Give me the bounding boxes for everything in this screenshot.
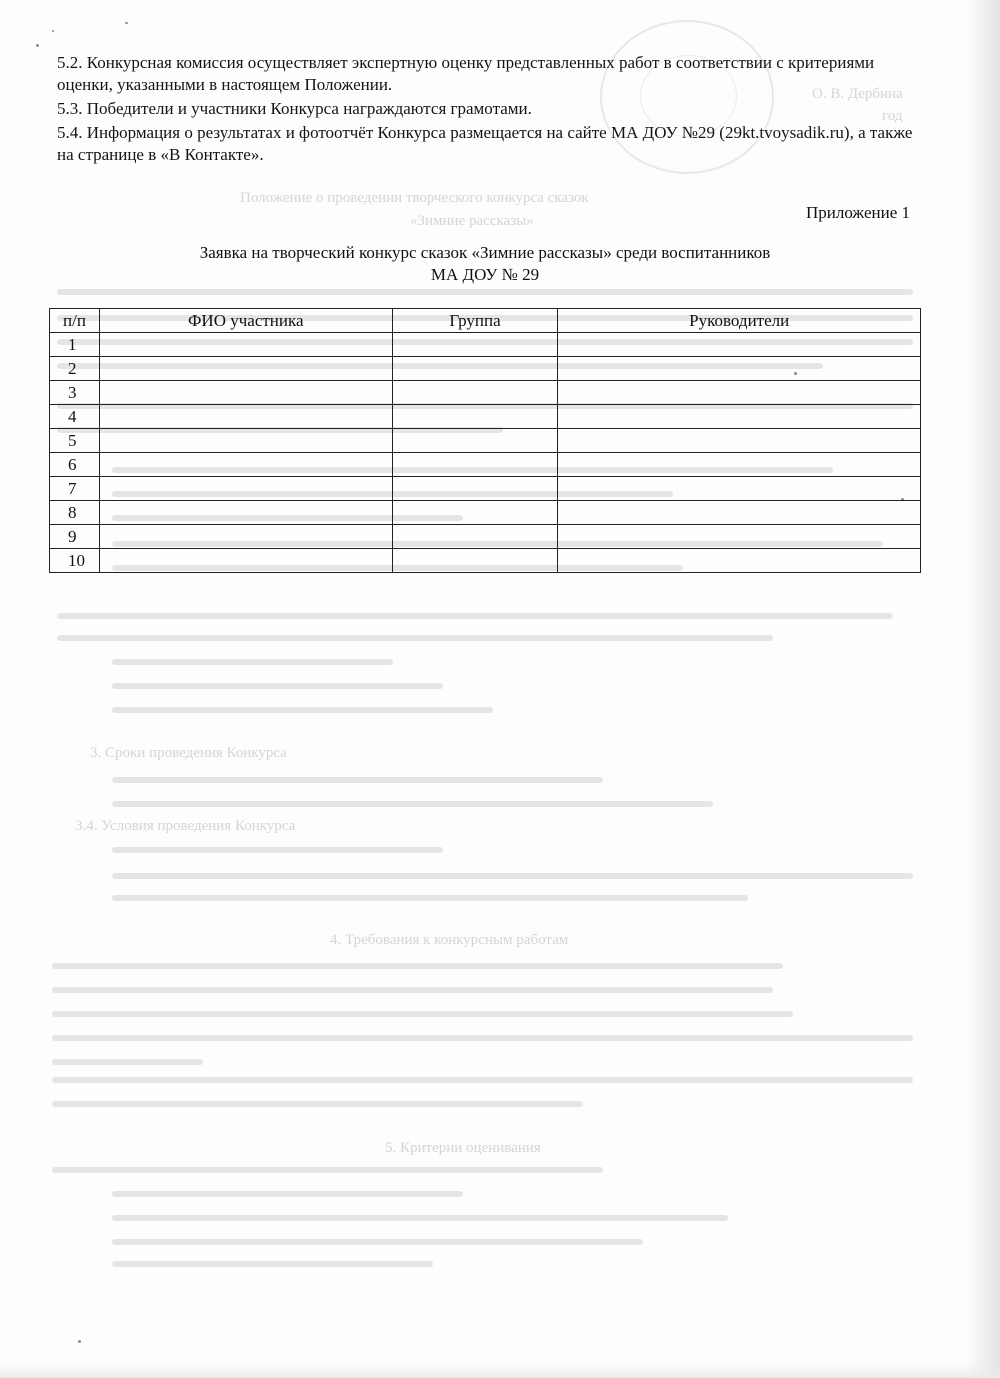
bleed-through-section-3: 3. Сроки проведения Конкурса: [90, 745, 287, 761]
group-cell[interactable]: [392, 525, 558, 549]
row-number: 10: [50, 549, 100, 573]
sheet-bottom-edge: [0, 1364, 1000, 1378]
sheet-right-edge: [966, 0, 1000, 1378]
row-number: 3: [50, 381, 100, 405]
scan-speck: [36, 44, 39, 47]
row-number: 2: [50, 357, 100, 381]
bleed-through-section-4: 4. Требования к конкурсным работам: [330, 932, 569, 948]
application-title-org: МА ДОУ № 29: [430, 265, 540, 284]
row-number: 9: [50, 525, 100, 549]
table-row: [50, 549, 921, 573]
participant-name-cell[interactable]: [99, 429, 392, 453]
supervisors-cell[interactable]: [558, 453, 921, 477]
supervisors-cell[interactable]: [558, 405, 921, 429]
bleed-through-section-34: 3.4. Условия проведения Конкурса: [75, 818, 296, 834]
column-header-supervisors: Руководители: [558, 309, 921, 333]
paragraph-5-3: 5.3. Победители и участники Конкурса награждаются грамотами.: [57, 99, 532, 118]
participant-name-cell[interactable]: [99, 501, 392, 525]
participant-name-cell[interactable]: [99, 549, 392, 573]
participant-name-cell[interactable]: [99, 525, 392, 549]
participant-name-cell[interactable]: [99, 381, 392, 405]
table-row: [50, 477, 921, 501]
group-cell[interactable]: [392, 405, 558, 429]
table-row: [50, 525, 921, 549]
bleed-through-section-5: 5. Критерии оценивания: [385, 1140, 541, 1156]
column-header-participant-name: ФИО участника: [99, 309, 392, 333]
appendix-label: Приложение 1: [806, 203, 910, 222]
bleed-through-subheading: «Зимние рассказы»: [410, 213, 534, 229]
table-row: [50, 357, 921, 381]
participant-name-cell[interactable]: [99, 405, 392, 429]
supervisors-cell[interactable]: [558, 477, 921, 501]
bleed-through-stamp-year: год: [882, 108, 903, 124]
supervisors-cell[interactable]: [558, 525, 921, 549]
table-row: [50, 405, 921, 429]
table-row: [50, 333, 921, 357]
bleed-through-stamp-name: О. В. Дербина: [812, 86, 903, 102]
group-cell[interactable]: [392, 477, 558, 501]
supervisors-cell[interactable]: [558, 501, 921, 525]
supervisors-cell[interactable]: [558, 381, 921, 405]
column-header-group: Группа: [392, 309, 558, 333]
paragraph-5-2: 5.2. Конкурсная комиссия осуществляет экспертную оценку представленных работ в соответствии с критериями оценки, указанными в настоящем Положении.: [57, 53, 875, 94]
participant-name-cell[interactable]: [99, 453, 392, 477]
group-cell[interactable]: [392, 453, 558, 477]
supervisors-cell[interactable]: [558, 333, 921, 357]
scan-speck: [78, 1340, 81, 1343]
participant-name-cell[interactable]: [99, 477, 392, 501]
table-row: [50, 453, 921, 477]
group-cell[interactable]: [392, 549, 558, 573]
group-cell[interactable]: [392, 357, 558, 381]
table-row: [50, 381, 921, 405]
scan-speck: [125, 22, 128, 24]
row-number: 7: [50, 477, 100, 501]
group-cell[interactable]: [392, 429, 558, 453]
table-header-row: [50, 309, 921, 333]
application-title: Заявка на творческий конкурс сказок «Зимние рассказы» среди воспитанников: [199, 243, 771, 262]
supervisors-cell[interactable]: [558, 549, 921, 573]
row-number: 4: [50, 405, 100, 429]
paragraph-5-4: 5.4. Информация о результатах и фотоотчёт Конкурса размещается на сайте МА ДОУ №29 (29kt.tvoysadik.ru), а также на странице в «В Контакте».: [57, 123, 913, 164]
application-table: [49, 308, 921, 573]
row-number: 8: [50, 501, 100, 525]
scan-speck: [52, 30, 54, 32]
table-row: [50, 501, 921, 525]
row-number: 5: [50, 429, 100, 453]
participant-name-cell[interactable]: [99, 357, 392, 381]
group-cell[interactable]: [392, 333, 558, 357]
bleed-through-heading: Положение о проведении творческого конкурса сказок: [240, 190, 589, 206]
column-header-number: п/п: [50, 309, 100, 333]
supervisors-cell[interactable]: [558, 429, 921, 453]
row-number: 6: [50, 453, 100, 477]
row-number: 1: [50, 333, 100, 357]
participant-name-cell[interactable]: [99, 333, 392, 357]
supervisors-cell[interactable]: [558, 357, 921, 381]
table-row: [50, 429, 921, 453]
group-cell[interactable]: [392, 381, 558, 405]
group-cell[interactable]: [392, 501, 558, 525]
